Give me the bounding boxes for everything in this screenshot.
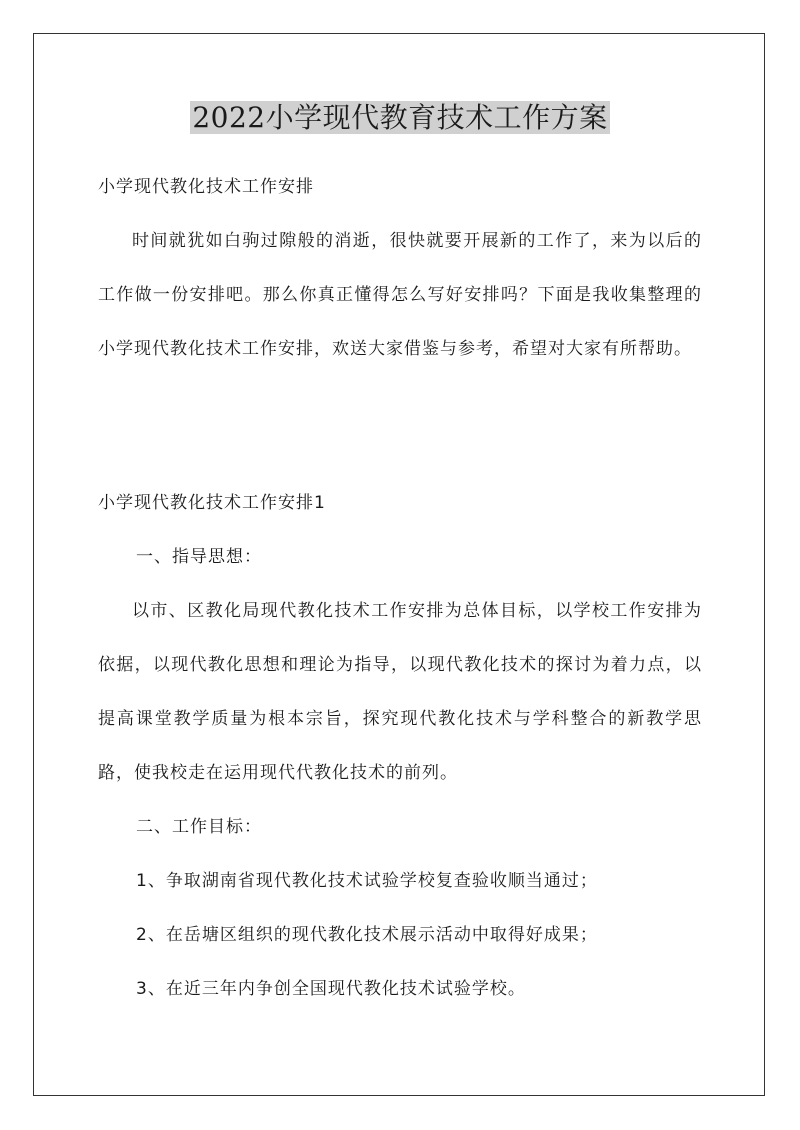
part1-heading: 一、指导思想： [136, 547, 262, 567]
intro-section [98, 160, 702, 376]
document-title [0, 96, 800, 140]
goal-item-2: 2、在岳塘区组织的现代教化技术展示活动中取得好成果； [136, 925, 598, 945]
intro-paragraph: 时间就犹如白驹过隙般的消逝，很快就要开展新的工作了，来为以后的工作做一份安排吧。那么你真正懂得怎么写好安排吗？下面是我收集整理的小学现代教化技术工作安排，欢送大家借鉴与参考，希望对大家有所帮助。 [98, 231, 702, 359]
section-heading: 小学现代教化技术工作安排1 [98, 493, 326, 513]
plan-section [98, 476, 702, 1016]
goal-item-1: 1、争取湖南省现代教化技术试验学校复查验收顺当通过； [136, 871, 598, 891]
goal-item-3: 3、在近三年内争创全国现代教化技术试验学校。 [136, 979, 526, 999]
part1-paragraph: 以市、区教化局现代教化技术工作安排为总体目标，以学校工作安排为依据，以现代教化思想和理论为指导，以现代教化技术的探讨为着力点，以提高课堂教学质量为根本宗旨，探究现代教化技术与学科整合的新教学思路，使我校走在运用现代代教化技术的前列。 [98, 601, 702, 783]
part2-heading: 二、工作目标： [136, 817, 262, 837]
document-subtitle: 小学现代教化技术工作安排 [98, 177, 314, 197]
document-title-text: 2022小学现代教育技术工作方案 [192, 101, 608, 134]
